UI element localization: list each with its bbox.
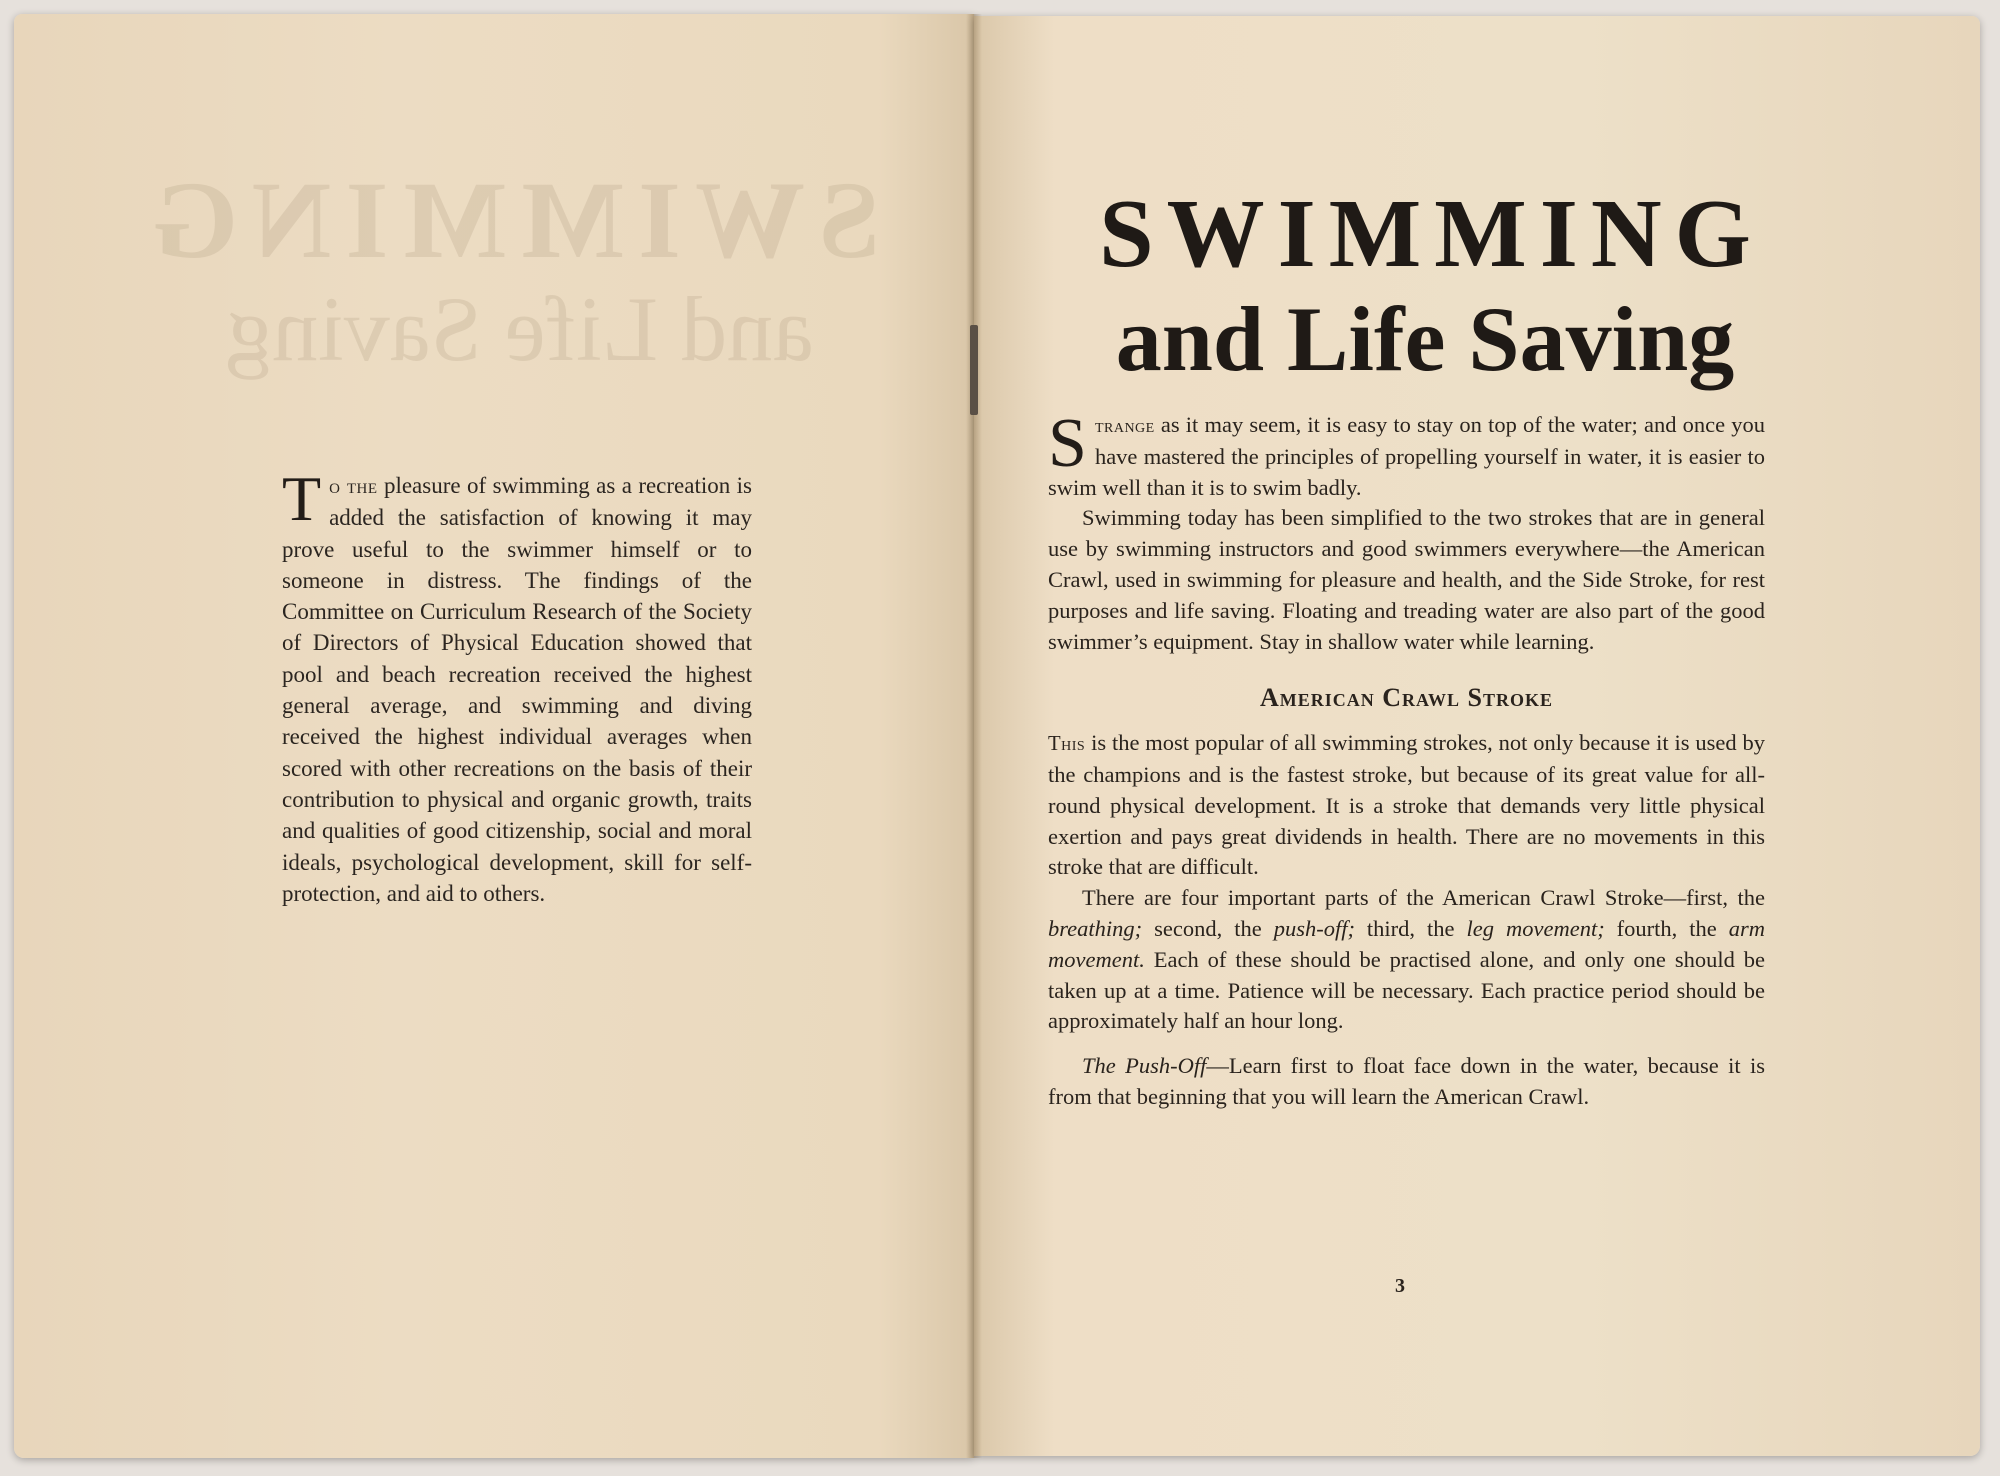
staple bbox=[970, 325, 978, 415]
paragraph-text: as it may seem, it is easy to stay on top of the water; and once you have mastered the principles of propelling yourself in water, it is easier to swim well than it is to swim badly. bbox=[1048, 412, 1765, 500]
four-parts-paragraph bbox=[1048, 883, 1765, 1037]
italic-term: push-off; bbox=[1273, 915, 1355, 941]
push-off-paragraph bbox=[1048, 1051, 1765, 1113]
text-run: second, the bbox=[1142, 915, 1274, 941]
right-body-text bbox=[1048, 405, 1766, 1113]
paragraph-text: pleasure of swimming as a recreation is added the satisfaction of knowing it may prove useful to the swimmer himself or to someone in distress. The findings of the Committee on Curriculum Research of the Society of Directors of Physical Education showed that pool and beach recreation received the highest general average, and swimming and diving received the highest individual averages when scored with other recreations on the basis of their contribution to physical and organic growth, traits and qualities of good citizenship, social and moral ideals, psychological development, skill for self-protection, and aid to others. bbox=[282, 473, 753, 906]
crawl-intro-paragraph bbox=[1048, 728, 1765, 883]
lead-in-small-caps: trange bbox=[1094, 415, 1155, 437]
show-through-line-2: and Life Saving bbox=[226, 278, 814, 380]
text-run: fourth, the bbox=[1604, 915, 1729, 941]
italic-term: arm movement. bbox=[1048, 915, 1765, 972]
show-through-title bbox=[138, 159, 880, 380]
lead-in-small-caps: o the bbox=[329, 474, 378, 498]
page-number: 3 bbox=[1395, 1275, 1405, 1297]
page-title bbox=[1070, 180, 1780, 390]
drop-cap: T bbox=[282, 463, 322, 534]
lead-in-small-caps: This bbox=[1048, 733, 1086, 756]
paragraph-text: —Learn first to float face down in the water, because it is from that beginning that you will learn the American Crawl. bbox=[1048, 1053, 1766, 1109]
title-line-2: and Life Saving bbox=[1115, 288, 1735, 390]
text-run: third, the bbox=[1354, 915, 1467, 941]
show-through-line-1: SWIMMING bbox=[138, 159, 880, 281]
book-gutter bbox=[966, 14, 982, 1458]
strokes-paragraph: Swimming today has been simplified to the two strokes that are in general use by swimming instructors and good swimmers everywhere—the American Crawl, used in swimming for pleasure and health, and the Side Stroke, for rest purposes and life saving. Floating and treading water are also part of the good swimmer’s equipment. Stay in shallow water while learning. bbox=[1048, 505, 1765, 654]
title-line-1: SWIMMING bbox=[1099, 180, 1764, 288]
italic-term: leg movement; bbox=[1466, 915, 1605, 941]
text-run: There are four important parts of the American Crawl Stroke—first, the bbox=[1082, 885, 1765, 911]
drop-cap: S bbox=[1048, 405, 1087, 482]
italic-term: breathing; bbox=[1048, 915, 1143, 941]
italic-term: The Push-Off bbox=[1082, 1053, 1207, 1079]
intro-paragraph bbox=[1048, 405, 1765, 503]
paragraph-text: is the most popular of all swimming strokes, not only because it is used by the champions and is the fastest stroke, but because of its great value for all-round physical development. It is a stroke that demands very little physical exertion and pays great dividends in health. There are no movements in this stroke that are difficult. bbox=[1048, 730, 1765, 880]
left-intro-paragraph bbox=[282, 463, 753, 909]
section-heading: American Crawl Stroke bbox=[1259, 683, 1554, 713]
text-run: Each of these should be practised alone, and only one should be taken up at a time. Patience will be necessary. Each practice period should be approximately half an hour long. bbox=[1048, 946, 1765, 1034]
